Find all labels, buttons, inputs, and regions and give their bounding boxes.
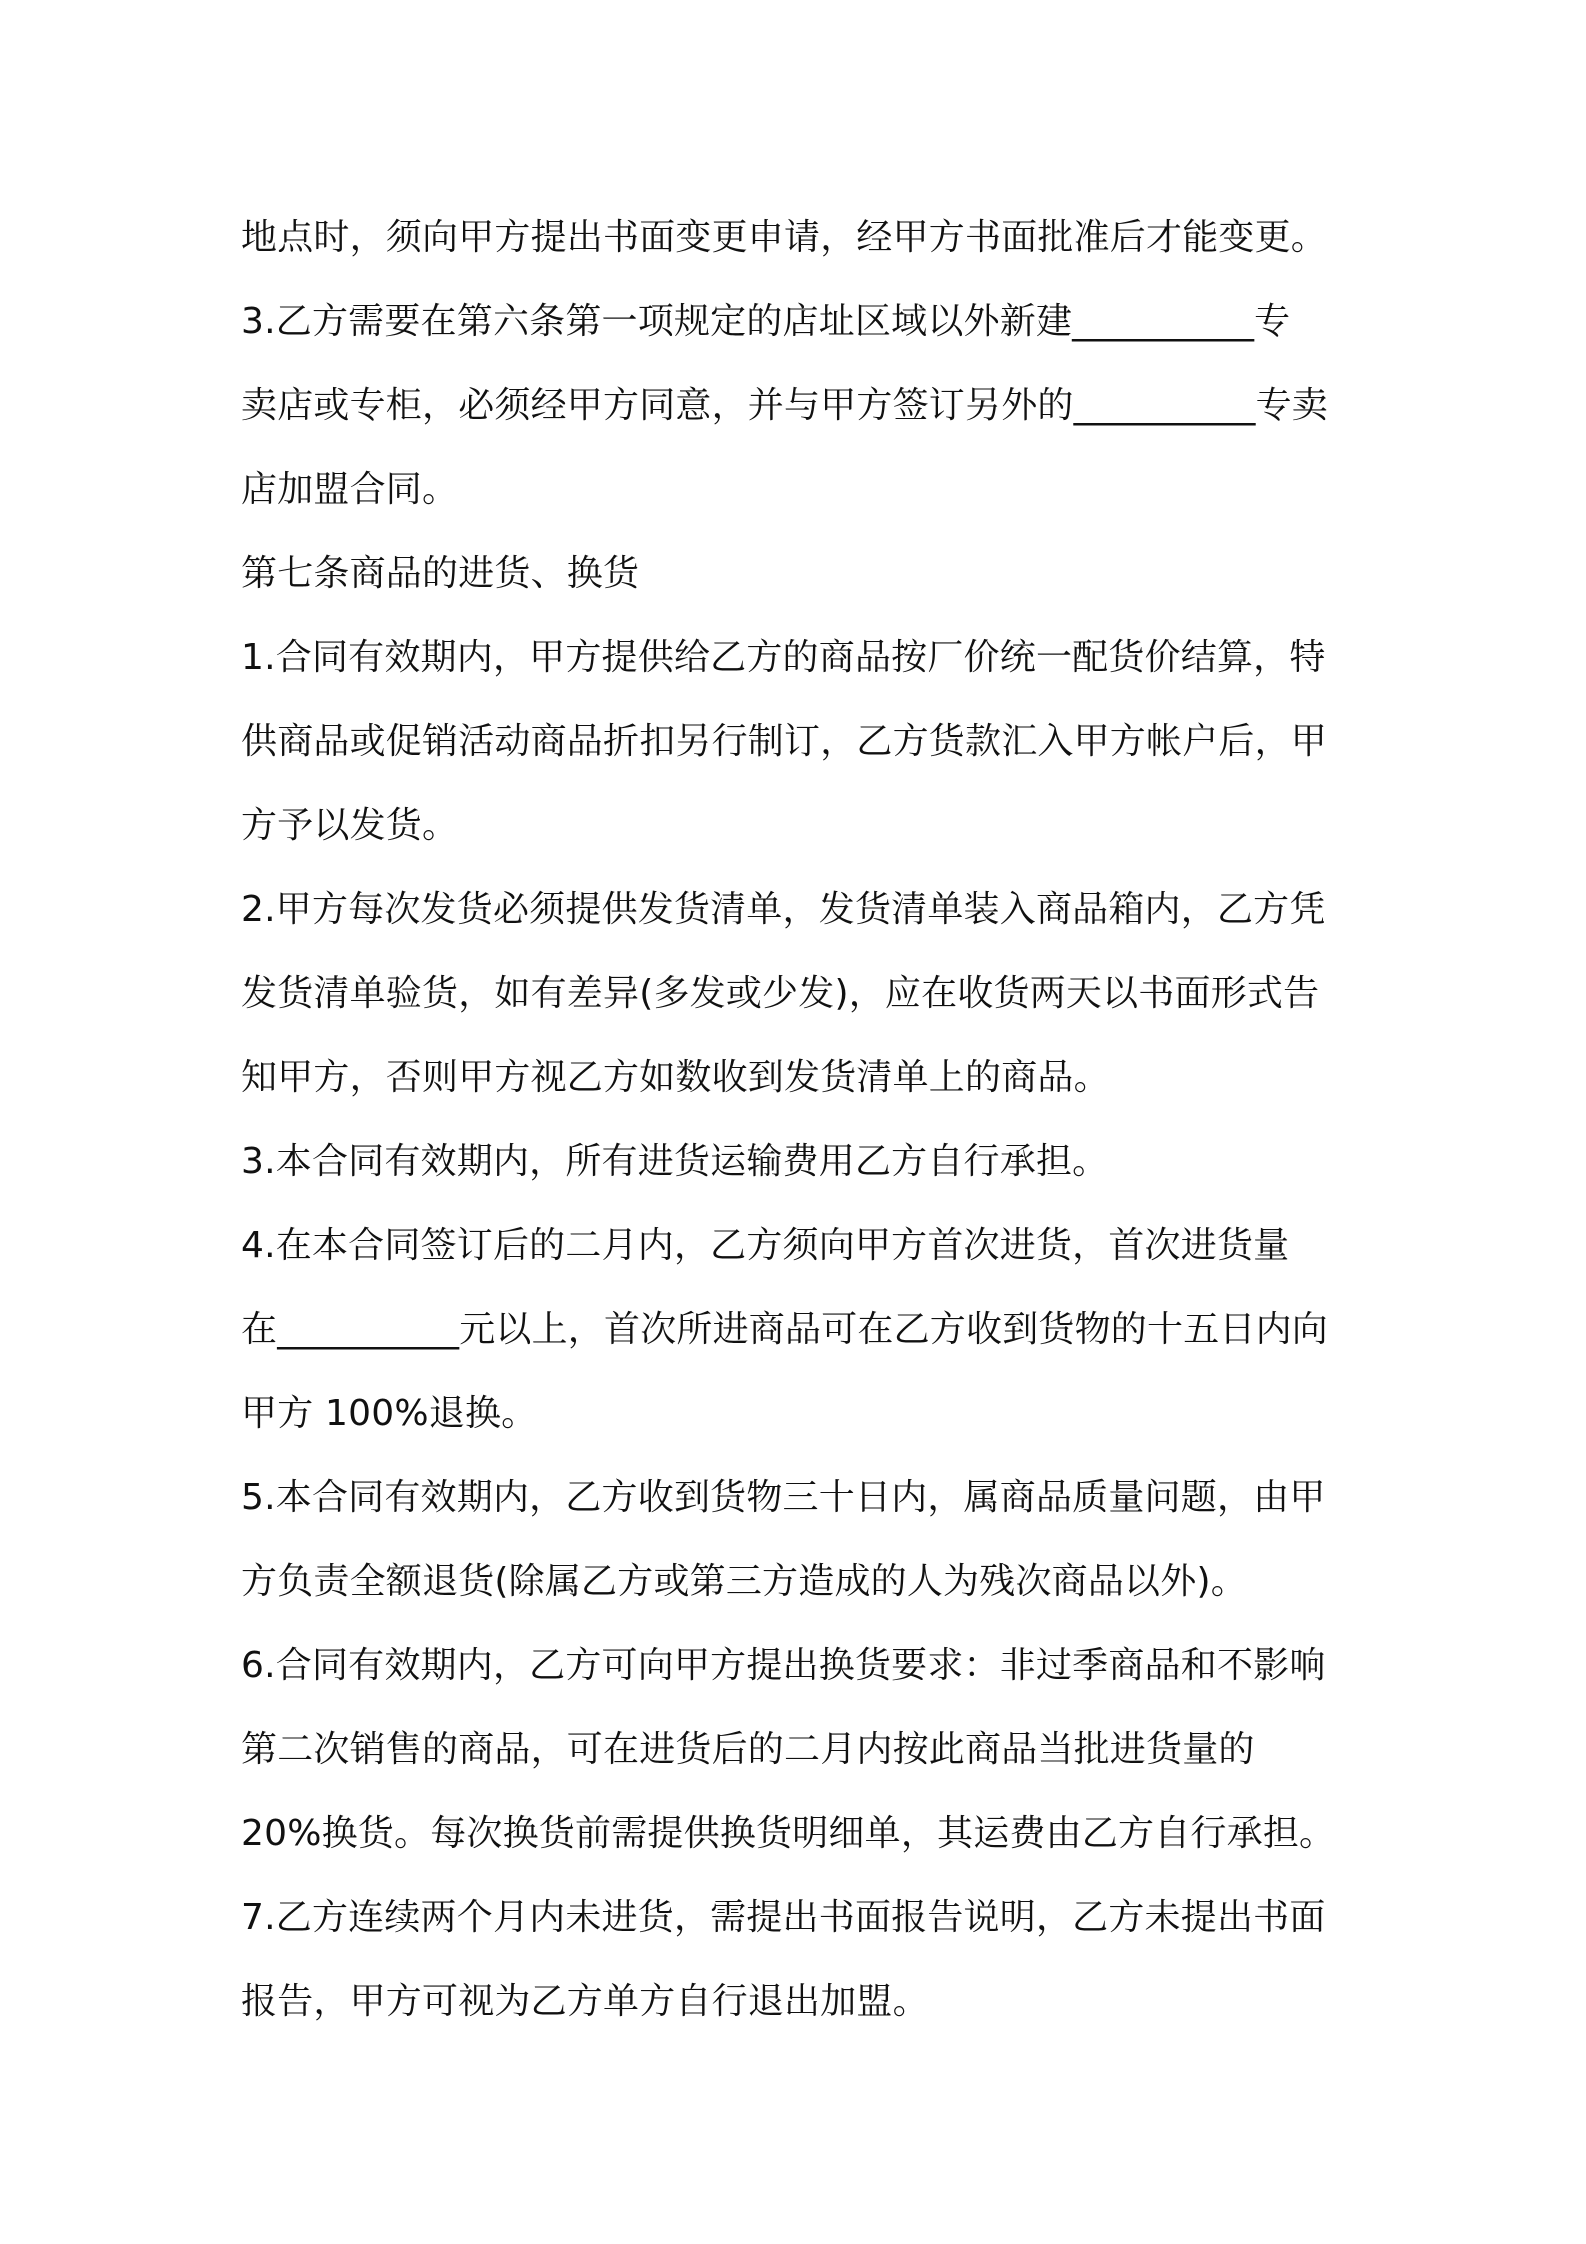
text-line: 发货清单验货，如有差异(多发或少发)，应在收货两天以书面形式告	[241, 973, 1320, 1014]
text-line: 卖店或专柜，必须经甲方同意，并与甲方签订另外的__________专卖	[241, 385, 1329, 426]
text-line: 7.乙方连续两个月内未进货，需提出书面报告说明，乙方未提出书面	[241, 1897, 1326, 1938]
text-line: 报告，甲方可视为乙方单方自行退出加盟。	[241, 1981, 929, 2022]
document-body	[241, 196, 1351, 2044]
section-heading: 第七条商品的进货、换货	[241, 553, 640, 594]
text-line: 6.合同有效期内，乙方可向甲方提出换货要求：非过季商品和不影响	[241, 1645, 1326, 1686]
text-line: 3.本合同有效期内，所有进货运输费用乙方自行承担。	[241, 1141, 1109, 1182]
text-line: 方负责全额退货(除属乙方或第三方造成的人为残次商品以外)。	[241, 1561, 1247, 1602]
text-line: 知甲方，否则甲方视乙方如数收到发货清单上的商品。	[241, 1057, 1110, 1098]
text-line: 甲方 100%退换。	[241, 1393, 538, 1434]
text-line: 在__________元以上，首次所进商品可在乙方收到货物的十五日内向	[241, 1309, 1329, 1350]
text-line: 3.乙方需要在第六条第一项规定的店址区域以外新建__________专	[241, 301, 1291, 342]
text-line: 地点时，须向甲方提出书面变更申请，经甲方书面批准后才能变更。	[241, 217, 1328, 258]
text-line: 5.本合同有效期内，乙方收到货物三十日内，属商品质量问题，由甲	[241, 1477, 1326, 1518]
text-line: 方予以发货。	[241, 805, 459, 846]
text-line: 20%换货。每次换货前需提供换货明细单，其运费由乙方自行承担。	[241, 1813, 1336, 1854]
text-line: 第二次销售的商品，可在进货后的二月内按此商品当批进货量的	[241, 1729, 1255, 1770]
text-line: 1.合同有效期内，甲方提供给乙方的商品按厂价统一配货价结算，特	[241, 637, 1326, 678]
text-line: 2.甲方每次发货必须提供发货清单，发货清单装入商品箱内，乙方凭	[241, 889, 1326, 930]
text-line: 供商品或促销活动商品折扣另行制订，乙方货款汇入甲方帐户后，甲	[241, 721, 1328, 762]
text-line: 4.在本合同签订后的二月内，乙方须向甲方首次进货，首次进货量	[241, 1225, 1290, 1266]
text-line: 店加盟合同。	[241, 469, 459, 510]
